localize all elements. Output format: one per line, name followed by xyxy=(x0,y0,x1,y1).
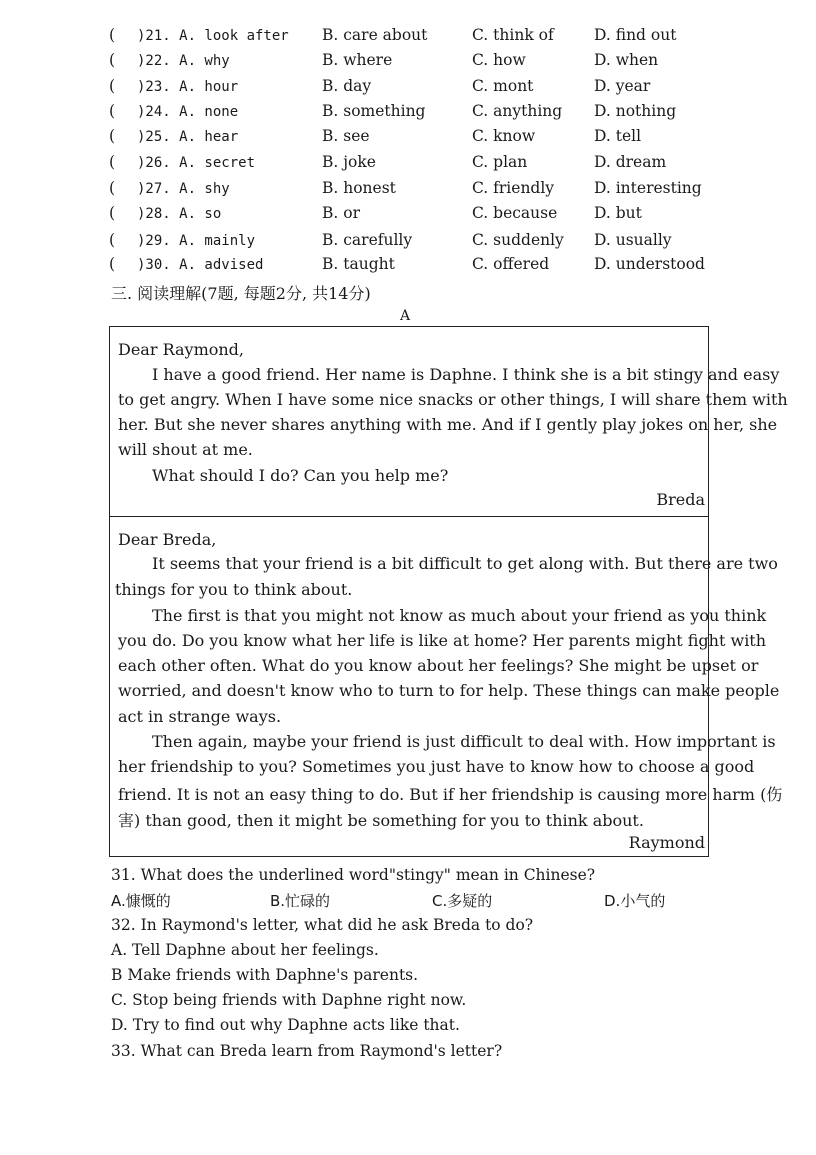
answer-paren: ( xyxy=(109,51,116,69)
option-d: D. year xyxy=(594,77,651,95)
choice-row xyxy=(0,77,816,102)
letter-line: act in strange ways. xyxy=(118,707,282,726)
option-d: D. tell xyxy=(594,127,642,145)
option-d: D. understood xyxy=(594,255,705,273)
option-b: B. carefully xyxy=(322,231,413,249)
letter-signature: Breda xyxy=(656,490,705,509)
option-a: )27. A. shy xyxy=(137,181,230,197)
letter-line: What should I do? Can you help me? xyxy=(152,466,449,485)
option-a: )30. A. advised xyxy=(137,257,264,273)
answer-paren: ( xyxy=(109,127,116,145)
letter-line: I have a good friend. Her name is Daphne. I think she is a bit stingy and easy xyxy=(152,365,780,384)
letter-greeting: Dear Breda, xyxy=(118,530,217,549)
option-c: C. mont xyxy=(472,77,534,95)
letter-box-raymond xyxy=(109,516,783,857)
question-33: 33. What can Breda learn from Raymond's letter? xyxy=(111,1042,503,1060)
option-c: C. plan xyxy=(472,153,528,171)
option-a: )26. A. secret xyxy=(137,155,256,171)
choice-row xyxy=(0,204,816,229)
letter-greeting: Dear Raymond, xyxy=(118,340,244,359)
option-d: D. dream xyxy=(594,153,667,171)
letter-line: Then again, maybe your friend is just difficult to deal with. How important is xyxy=(152,732,776,751)
option-d: D. nothing xyxy=(594,102,677,120)
option-c: C. anything xyxy=(472,102,563,120)
answer-paren: ( xyxy=(109,231,116,249)
letter-line: 害) than good, then it might be something for you to think about. xyxy=(118,811,644,830)
option-a: )22. A. why xyxy=(137,53,230,69)
letter-line: The first is that you might not know as much about your friend as you think xyxy=(152,606,767,625)
option-c: C. suddenly xyxy=(472,231,564,249)
q31-option-a: A.慷慨的 xyxy=(111,892,171,910)
letter-line: her friendship to you? Sometimes you just have to know how to choose a good xyxy=(118,757,755,776)
option-b: B. where xyxy=(322,51,393,69)
option-a: )29. A. mainly xyxy=(137,233,256,249)
letter-line: will shout at me. xyxy=(118,440,253,459)
option-d: D. usually xyxy=(594,231,672,249)
part-label: A xyxy=(400,308,411,324)
q31-option-c: C.多疑的 xyxy=(432,892,493,910)
option-b: B. something xyxy=(322,102,426,120)
q31-option-d: D.小气的 xyxy=(604,892,666,910)
choice-row xyxy=(0,255,816,280)
option-a: )21. A. look after xyxy=(137,28,289,44)
choice-row xyxy=(0,102,816,127)
option-d: D. find out xyxy=(594,26,677,44)
option-c: C. because xyxy=(472,204,558,222)
option-b: B. or xyxy=(322,204,360,222)
letter-line: to get angry. When I have some nice snacks or other things, I will share them with xyxy=(118,390,788,409)
option-c: C. friendly xyxy=(472,179,555,197)
option-a: )24. A. none xyxy=(137,104,239,120)
option-d: D. when xyxy=(594,51,659,69)
option-d: D. interesting xyxy=(594,179,702,197)
q32-option-b: B Make friends with Daphne's parents. xyxy=(111,966,419,984)
answer-paren: ( xyxy=(109,26,116,44)
question-31: 31. What does the underlined word"stingy" mean in Chinese? xyxy=(111,866,596,884)
option-a: )25. A. hear xyxy=(137,129,239,145)
option-b: B. day xyxy=(322,77,372,95)
choice-row xyxy=(0,51,816,76)
q31-option-b: B.忙碌的 xyxy=(270,892,331,910)
choice-row xyxy=(0,231,816,256)
q32-option-d: D. Try to find out why Daphne acts like that. xyxy=(111,1016,460,1034)
option-b: B. care about xyxy=(322,26,428,44)
answer-paren: ( xyxy=(109,102,116,120)
answer-paren: ( xyxy=(109,255,116,273)
choice-row xyxy=(0,153,816,178)
option-a: )23. A. hour xyxy=(137,79,239,95)
answer-paren: ( xyxy=(109,77,116,95)
option-b: B. honest xyxy=(322,179,396,197)
letter-line: you do. Do you know what her life is like at home? Her parents might fight with xyxy=(118,631,767,650)
option-b: B. taught xyxy=(322,255,395,273)
option-a: )28. A. so xyxy=(137,206,222,222)
choice-row xyxy=(0,127,816,152)
section-title: 三. 阅读理解(7题, 每题2分, 共14分) xyxy=(111,284,371,303)
choice-row xyxy=(0,26,816,51)
letter-line: things for you to think about. xyxy=(115,580,353,599)
q32-option-a: A. Tell Daphne about her feelings. xyxy=(111,941,379,959)
letter-line: worried, and doesn't know who to turn to for help. These things can make people xyxy=(118,681,780,700)
choice-row xyxy=(0,179,816,204)
letter-signature: Raymond xyxy=(628,833,705,852)
option-b: B. joke xyxy=(322,153,376,171)
letter-box-breda xyxy=(109,326,788,517)
letter-line: her. But she never shares anything with me. And if I gently play jokes on her, she xyxy=(118,415,778,434)
option-c: C. think of xyxy=(472,26,554,44)
q32-option-c: C. Stop being friends with Daphne right now. xyxy=(111,991,467,1009)
question-32: 32. In Raymond's letter, what did he ask Breda to do? xyxy=(111,916,534,934)
option-c: C. how xyxy=(472,51,526,69)
option-c: C. offered xyxy=(472,255,550,273)
letter-line: each other often. What do you know about her feelings? She might be upset or xyxy=(118,656,759,675)
letter-line: friend. It is not an easy thing to do. But if her friendship is causing more harm (伤 xyxy=(118,785,783,804)
answer-paren: ( xyxy=(109,179,116,197)
option-d: D. but xyxy=(594,204,642,222)
option-b: B. see xyxy=(322,127,370,145)
option-c: C. know xyxy=(472,127,536,145)
answer-paren: ( xyxy=(109,204,116,222)
answer-paren: ( xyxy=(109,153,116,171)
letter-line: It seems that your friend is a bit difficult to get along with. But there are two xyxy=(152,554,778,573)
